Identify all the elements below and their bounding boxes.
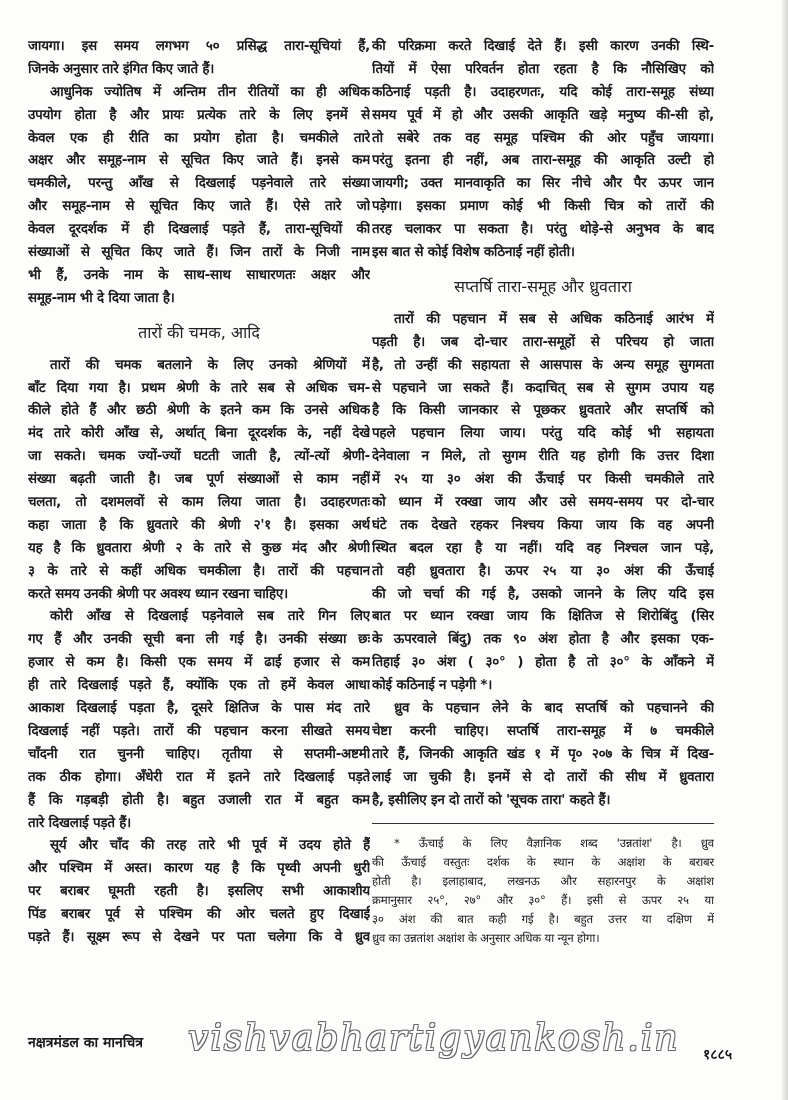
text-line: पहले पहचान लिया जाय। परंतु यदि कोई भी सहायता xyxy=(372,426,714,442)
section-heading-saptarshi: सप्तर्षि तारा-समूह और ध्रुवतारा xyxy=(454,276,632,296)
left-para-3 xyxy=(28,355,370,607)
text-line: भी हैं, उनके नाम के साथ-साथ साधारणतः अक्षर और xyxy=(28,267,370,283)
text-line: चलता, तो दशमलवों से काम लिया जाता है। उदाहरणतः xyxy=(28,495,370,511)
page-number: १८८५ xyxy=(703,1047,733,1063)
text-line: ही तारे दिखलाई पड़ते हैं, क्योंकि एक तो हमें केवल आधा xyxy=(28,678,370,694)
right-para-2 xyxy=(372,309,714,698)
text-line: आकाश दिखलाई पड़ता है, दूसरे क्षितिज के पास मंद तारे xyxy=(28,701,370,717)
footnote-line: होती है। इलाहाबाद, लखनऊ और सहारनपुर के अक्षांश xyxy=(372,873,714,888)
text-line: से पहचाने जा सकते हैं। कदाचित् सब से सुगम उपाय यह xyxy=(372,380,714,396)
text-line: संख्या बढ़ती जाती है। जब पूर्ण संख्याओं से काम नहीं xyxy=(28,472,370,488)
text-line: पिंड बराबर पूर्व से पश्चिम की ओर चलते हुए दिखाई xyxy=(28,907,370,923)
text-line: सूर्य और चाँद की तरह तारे भी पूर्व में उदय होते हैं xyxy=(50,838,370,854)
text-line: की जो चर्चा की गई है, उसको जानने के लिए यदि इस xyxy=(372,586,714,602)
text-line: केवल दूरदर्शक में ही दिखलाई पड़ते हैं, तारा-सूचियों की xyxy=(28,222,370,238)
text-line: आधुनिक ज्योतिष में अन्तिम तीन रीतियों का ही अधिक xyxy=(50,84,370,100)
text-line: देनेवाला न मिले, तो सुगम रीति यह होगी कि उत्तर दिशा xyxy=(372,449,714,465)
text-line: और समूह-नाम से सूचित किए जाते हैं। ऐसे तारे जो xyxy=(28,199,370,215)
text-line: उपयोग होता है और प्रायः प्रत्येक तारे के लिए इनमें से xyxy=(28,107,370,123)
footnote xyxy=(372,834,714,949)
text-line: घंटे तक देखते रहकर निश्चय किया जाय कि वह अपनी xyxy=(372,517,714,533)
text-line: स्थित बदल रहा है या नहीं। यदि वह निश्चल जान पड़े, xyxy=(372,540,714,556)
text-line: जिनके अनुसार तारे इंगित किए जाते हैं। xyxy=(28,61,215,77)
text-line: तक ठीक होगा। अँधेरी रात में इतने तारे दिखलाई पड़ते xyxy=(28,769,370,785)
footnote-line: * ऊँचाई के लिए वैज्ञानिक शब्द 'उन्नतांश' है। ध्रुव xyxy=(394,835,714,850)
text-line: कोरी आँख से दिखलाई पड़नेवाले सब तारे गिन लिए xyxy=(50,609,370,625)
text-line: समय पूर्व में हो और उसकी आकृति खड़े मनुष्य की-सी हो, xyxy=(372,107,714,123)
text-line: करते समय उनकी श्रेणी पर अवश्य ध्यान रखना चाहिए। xyxy=(28,586,288,602)
footnote-line: क्रमानुसार २५°, २७° और ३०° हैं। इसी से ऊपर २५ या xyxy=(372,893,714,908)
text-line: है, इसीलिए इन दो तारों को 'सूचक तारा' कहते हैं। xyxy=(372,792,611,808)
page-edge-shadow xyxy=(782,0,788,1100)
text-line: पड़ेगा। इसका प्रमाण कोई भी किसी चित्र को तारों की xyxy=(372,199,714,215)
left-para-2 xyxy=(28,82,370,311)
text-line: लाई जा चुकी है। इनमें से दो तारों की सीध में ध्रुवतारा xyxy=(372,769,714,785)
text-line: जायगा। इस समय लगभग ५० प्रसिद्ध तारा-सूचियां हैं, xyxy=(28,39,370,54)
watermark: vishvabhartigyankosh.in xyxy=(188,1018,680,1059)
text-line: तारों की पहचान में सब से अधिक कठिनाई आरंभ में xyxy=(394,311,714,327)
text-line: चमकीले, परन्तु आँख से दिखलाई पड़नेवाले तारे संख्या xyxy=(28,176,370,192)
section-heading-brightness: तारों की चमक, आदि xyxy=(138,322,260,342)
footnote-line: ध्रुव का उन्नतांश अक्षांश के अनुसार अधिक या न्यून होगा। xyxy=(372,931,600,946)
text-line: समूह-नाम भी दे दिया जाता है। xyxy=(28,290,175,306)
text-line: ध्रुव के पहचान लेने के बाद सप्तर्षि को पहचानने की xyxy=(394,701,714,717)
text-line: तियों में ऐसा परिवर्तन होता रहता है कि नौसिखिए को xyxy=(372,61,714,77)
running-footer-title: नक्षत्रमंडल का मानचित्र xyxy=(28,1035,144,1051)
text-line: मंद तारे कोरी आँख से, अर्थात् बिना दूरदर्शक के, नहीं देखे xyxy=(28,426,370,442)
text-line: है, तो उन्हीं की सहायता से आसपास के अन्य समूह सुगमता xyxy=(372,357,714,373)
text-line: तो सबेरे तक वह समूह पश्चिम की ओर पहुँच जायगा। xyxy=(372,130,714,146)
text-line: अक्षर और समूह-नाम से सूचित किए जाते हैं। इनसे कम xyxy=(28,153,370,169)
text-line: तारों की चमक बतलाने के लिए उनको श्रेणियों में xyxy=(50,357,370,373)
text-line: में २५ या ३० अंश की ऊँचाई पर किसी चमकीले तारे xyxy=(372,472,714,488)
text-line: इस बात से कोई विशेष कठिनाई नहीं होती। xyxy=(372,245,575,261)
text-line: चाँदनी रात चुननी चाहिए। तृतीया से सप्तमी-अष्टमी xyxy=(28,746,370,762)
text-line: तारे दिखलाई पड़ते हैं। xyxy=(28,815,132,831)
text-line: तारे हैं, जिनकी आकृति खंड १ में पृ० २०७ के चित्र में दिख- xyxy=(372,746,714,762)
text-line: कठिनाई पड़ती है। उदाहरणतः, यदि कोई तारा-समूह संध्या xyxy=(372,84,714,100)
text-line: है कि किसी जानकार से पूछकर ध्रुवतारे और सप्तर्षि को xyxy=(372,403,714,419)
text-line: दिखलाई नहीं पड़ते। तारों की पहचान करना सीखते समय xyxy=(28,723,370,739)
left-para-5 xyxy=(28,835,370,949)
text-line: चेष्टा करनी चाहिए। सप्तर्षि तारा-समूह में ७ चमकीले xyxy=(372,723,714,739)
text-line: के ऊपरवाले बिंदु) तक ९० अंश होता है और इसका एक- xyxy=(372,632,714,648)
text-line: संख्याओं से सूचित किए जाते हैं। जिन तारों के निजी नाम xyxy=(28,245,370,261)
text-line: तिहाई ३० अंश ( ३०° ) होता है तो ३०° के आँकने में xyxy=(372,655,714,671)
text-line: तरह चलाकर पा सकता है। परंतु थोड़े-से अनुभव के बाद xyxy=(372,222,714,238)
right-column xyxy=(372,36,714,949)
left-column xyxy=(28,36,370,950)
text-line: और पश्चिम में अस्त। कारण यह है कि पृथ्वी अपनी धुरी xyxy=(28,861,370,877)
right-para-1 xyxy=(372,36,714,265)
text-line: जायगी; उक्त मानवाकृति का सिर नीचे और पैर ऊपर जान xyxy=(372,176,714,192)
text-line: तो वही ध्रुवतारा है। ऊपर २५ या ३० अंश की ऊँचाई xyxy=(372,563,714,579)
text-line: बाँट दिया गया है। प्रथम श्रेणी के तारे सब से अधिक चम- xyxy=(28,380,370,396)
footnote-divider xyxy=(372,823,714,824)
text-line: कोई कठिनाई न पड़ेगी *। xyxy=(372,678,493,694)
text-line: को ध्यान में रक्खा जाय और उसे समय-समय पर दो-चार xyxy=(372,495,714,511)
text-line: गए हैं और उनकी सूची बना ली गई है। उनकी संख्या छः xyxy=(28,632,370,648)
text-line: पर बराबर घूमती रहती है। इसलिए सभी आकाशीय xyxy=(28,884,370,900)
text-line: बात पर ध्यान रक्खा जाय कि क्षितिज से शिरोबिंदु (सिर xyxy=(372,609,714,625)
text-line: कहा जाता है कि ध्रुवतारे की श्रेणी २'१ है। इसका अर्थ xyxy=(28,517,370,533)
right-para-3 xyxy=(372,698,714,812)
footnote-line: की ऊँचाई वस्तुतः दर्शक के स्थान के अक्षांश के बराबर xyxy=(372,854,714,869)
text-line: पड़ते हैं। सूक्ष्म रूप से देखने पर पता चलेगा कि वे ध्रुव xyxy=(28,929,370,945)
text-line: पड़ती है। जब दो-चार तारा-समूहों से परिचय हो जाता xyxy=(372,334,714,350)
text-line: जा सकते। चमक ज्यों-ज्यों घटती जाती है, त्यों-त्यों श्रेणी- xyxy=(28,449,370,465)
text-line: कीले होते हैं और छठी श्रेणी के इतने कम कि उनसे अधिक xyxy=(28,403,370,419)
text-line: हजार से कम है। किसी एक समय में ढाई हजार से कम xyxy=(28,655,370,671)
text-line: यह है कि ध्रुवतारा श्रेणी २ के तारे से कुछ मंद और श्रेणी xyxy=(28,540,370,556)
left-para-1 xyxy=(28,36,370,82)
left-para-4 xyxy=(28,606,370,835)
footnote-line: ३० अंश की बात कही गई है। बहुत उत्तर या दक्षिण में xyxy=(372,912,714,927)
text-line: हैं कि गड़बड़ी होती है। बहुत उजाली रात में बहुत कम xyxy=(28,792,370,808)
text-line: केवल एक ही रीति का प्रयोग होता है। चमकीले तारे xyxy=(28,130,370,146)
text-line: परंतु इतना ही नहीं, अब तारा-समूह की आकृति उल्टी हो xyxy=(372,153,714,169)
text-line: ३ के तारे से कहीं अधिक चमकीला है। तारों की पहचान xyxy=(28,563,370,579)
text-line: की परिक्रमा करते दिखाई देते हैं। इसी कारण उनकी स्थि- xyxy=(372,39,714,54)
